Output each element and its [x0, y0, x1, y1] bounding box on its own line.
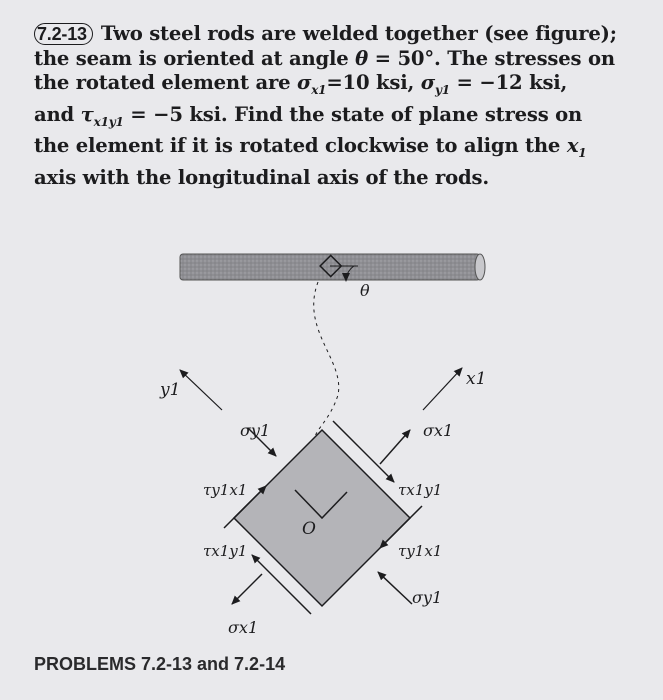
sigma-y1-lower-label: σy1 — [412, 588, 443, 607]
problem-line-2: the seam is oriented at angle θ = 50°. The stresses on — [34, 46, 615, 70]
dashed-connector — [314, 282, 339, 438]
x1-axis-label: x1 — [466, 369, 487, 389]
problem-line-6: axis with the longitudinal axis of the rods. — [34, 165, 489, 189]
problem-line-3: the rotated element are $\sigma_{x1}=10$ ksi, $\sigma_{y1} = -12$ ksi, — [34, 71, 568, 97]
welded-rods — [180, 254, 485, 300]
theta-symbol: θ — [355, 46, 369, 70]
x1-axis — [423, 368, 462, 410]
problem-number-badge: 7.2-13 — [34, 23, 93, 45]
rotated-stress-element — [234, 430, 410, 606]
problem-line-4: and $\tau_{x1y1} = -5$ ksi. Find the state of plane stress on — [34, 102, 583, 129]
rotated-axes — [159, 368, 486, 410]
problem-line-1: 7.2-13 Two steel rods are welded together (see figure); — [34, 22, 644, 47]
tau-y1x1-left-label: τy1x1 — [203, 481, 248, 499]
problem-line-5: the element if it is rotated clockwise to align the $x_1$ — [34, 134, 587, 160]
tau-x1y1-left-label: τx1y1 — [203, 542, 248, 560]
sigma-x1-right-label: σx1 — [423, 421, 454, 440]
sigma-x1-lower-label: σx1 — [228, 618, 259, 637]
sigma-x1-right-arrow — [380, 430, 410, 464]
sigma-y1-lower-arrow — [378, 572, 412, 604]
tau-y1x1-right-label: τy1x1 — [398, 542, 443, 560]
y1-axis-label: y1 — [160, 380, 181, 400]
origin-label: O — [302, 519, 316, 539]
y1-axis — [180, 370, 222, 410]
tau-x1y1-right-label: τx1y1 — [398, 481, 443, 499]
figure-caption: PROBLEMS 7.2-13 and 7.2-14 — [34, 654, 286, 674]
sigma-x1-left-arrow — [232, 574, 262, 604]
sigma-y1-upper-label: σy1 — [240, 421, 271, 440]
theta-label: θ — [360, 281, 370, 300]
